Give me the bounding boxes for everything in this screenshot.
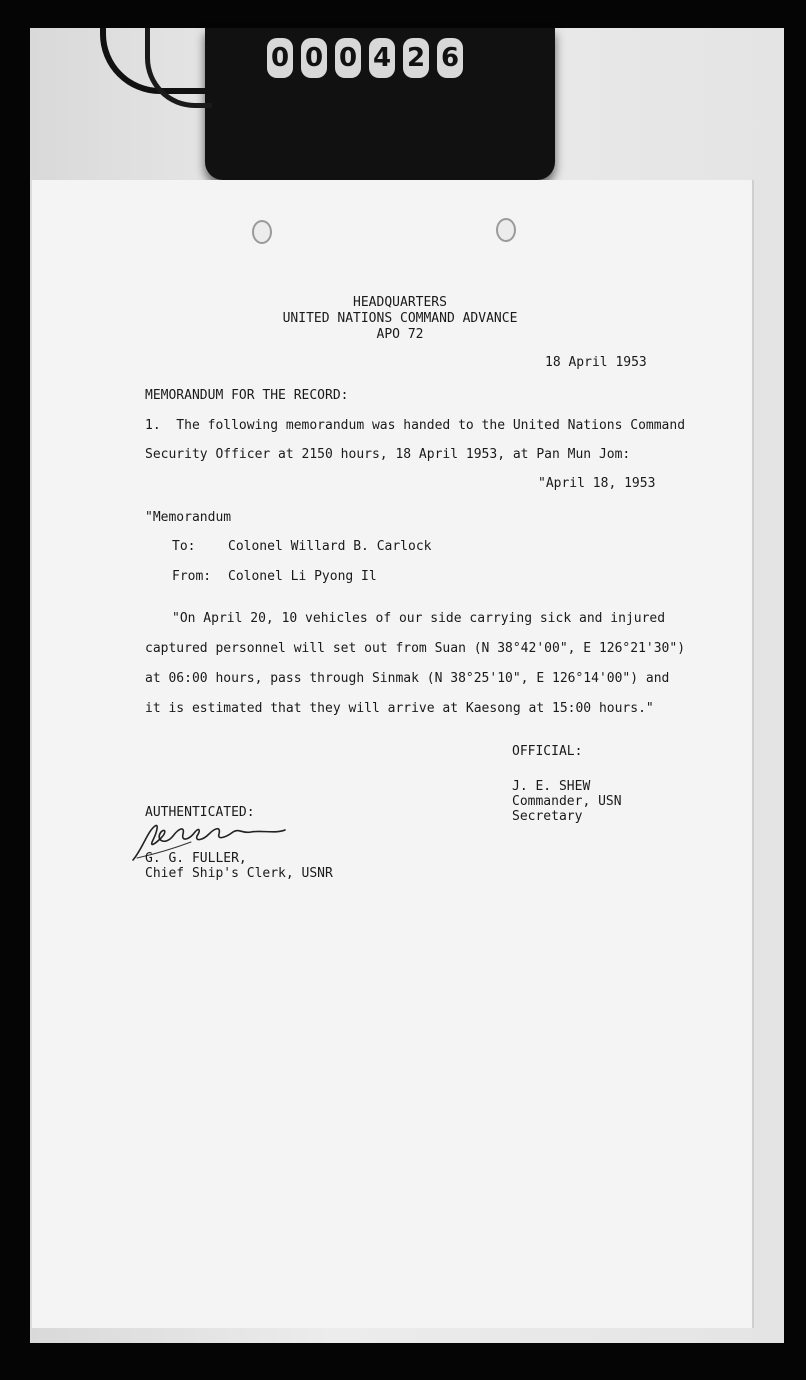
counter-digits	[267, 38, 463, 78]
memo-date: 18 April 1953	[545, 355, 647, 370]
header-line-1: HEADQUARTERS	[353, 295, 447, 310]
counter-digit: 6	[437, 38, 463, 78]
body-line-4: it is estimated that they will arrive at Kaesong at 15:00 hours."	[145, 701, 654, 716]
authenticated-name: G. G. FULLER,	[145, 851, 247, 866]
paragraph-1-line-1: 1. The following memorandum was handed to the United Nations Command	[145, 418, 686, 433]
body-line-1: "On April 20, 10 vehicles of our side carrying sick and injured	[172, 611, 666, 626]
paragraph-1-line-2: Security Officer at 2150 hours, 18 April 1953, at Pan Mun Jom:	[145, 447, 631, 462]
page-counter-stamp	[205, 28, 555, 180]
counter-digit: 0	[335, 38, 361, 78]
from-value: Colonel Li Pyong Il	[228, 569, 377, 584]
authenticated-label: AUTHENTICATED:	[145, 805, 255, 820]
punch-hole-icon	[252, 220, 272, 244]
authenticated-title: Chief Ship's Clerk, USNR	[145, 866, 333, 881]
punch-hole-icon	[496, 218, 516, 242]
official-name: J. E. SHEW	[512, 779, 591, 794]
counter-digit: 0	[267, 38, 293, 78]
counter-digit: 0	[301, 38, 327, 78]
counter-digit: 2	[403, 38, 429, 78]
memo-title: MEMORANDUM FOR THE RECORD:	[145, 388, 349, 403]
to-value: Colonel Willard B. Carlock	[228, 539, 432, 554]
to-label: To:	[172, 539, 196, 554]
document-page	[32, 180, 752, 1328]
body-line-2: captured personnel will set out from Suan (N 38°42'00", E 126°21'30")	[145, 641, 686, 656]
official-label: OFFICIAL:	[512, 744, 583, 759]
official-title: Secretary	[512, 809, 583, 824]
official-rank: Commander, USN	[512, 794, 622, 809]
header-line-3: APO 72	[376, 327, 424, 342]
body-line-3: at 06:00 hours, pass through Sinmak (N 38°25'10", E 126°14'00") and	[145, 671, 670, 686]
header-line-2: UNITED NATIONS COMMAND ADVANCE	[282, 311, 518, 326]
from-label: From:	[172, 569, 212, 584]
memorandum-label: "Memorandum	[145, 510, 232, 525]
quoted-date: "April 18, 1953	[538, 476, 656, 491]
counter-digit: 4	[369, 38, 395, 78]
